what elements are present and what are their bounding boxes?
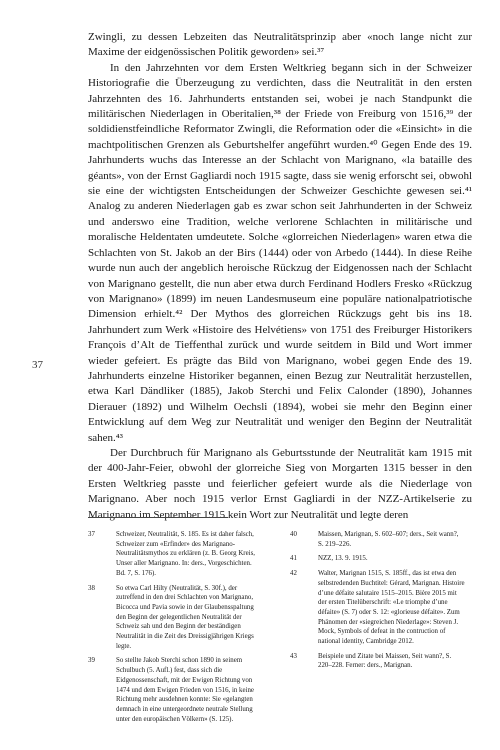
paragraph: Der Durchbruch für Marignano als Geburtsstunde der Neutralität kam 1915 mit der 400-Jahr-Feier, obwohl der glorreiche Sieg von Morgarten 1315 besser in den Ersten Weltkrieg passte und feierlicher gefeiert wurde als die Niederlage von Marignano. Aber noch 1915 verlor Ernst Gagliardi in der NZZ-Artikelserie zu Marignano im September 1915 kein Wort zur Neutralität und legte deren	[88, 446, 472, 521]
footnote-text: So stellte Jakob Sterchi schon 1890 in seinem Schulbuch (5. Aufl.) fest, dass sich die Eidgenossenschaft, mit der Ewigen Richtung von 1474 und dem Ewigen Frieden von 1516, in keine Richtung mehr ausdehnen konnte: Sie «gelangten demnach in eine untergeordnete neutrale Stellung unter den europäischen Völkern» (S. 125).	[116, 657, 254, 723]
footnote-number: 42	[290, 570, 297, 578]
footnote	[290, 554, 465, 564]
footnotes-left-column	[88, 530, 263, 729]
page-number: 37	[32, 359, 43, 371]
footnotes-right-column	[290, 530, 465, 676]
footnote-number: 39	[88, 657, 95, 665]
footnote-divider	[88, 517, 228, 518]
footnote	[88, 584, 263, 652]
body-text	[88, 30, 472, 523]
footnote-number: 43	[290, 652, 297, 660]
paragraph: In den Jahrzehnten vor dem Ersten Weltkrieg begann sich in der Schweizer Historiografie die Überzeugung zu verdichten, dass die Neutralität in den ersten Jahrzehnten des 16. Jahrhunderts entstanden sei, wobei je nach Standpunkt die militärischen Niederlagen in Oberitalien,³⁸ der Friede von Freiburg von 1516,³⁹ der soldidienstfeindliche Reformator Zwingli, die Reformation oder die «Einsicht» in die machtpolitischen Grenzen als Geburtshelfer angeführt wurden.⁴⁰ Gegen Ende des 19. Jahrhunderts wuchs das Interesse an der Schlacht von Marignano, «la bataille des géants», von der Ernst Gagliardi noch 1915 sagte, dass sie wenig erforscht sei, obwohl sie eine der wichtigsten Entscheidungen der Schweizer Geschichte gewesen sei.⁴¹ Analog zu anderen Niederlagen gab es zwar schon seit Jahrhunderten in der Schweiz und anderswo eine Tradition, welche verlorene Schlachten in militärische und moralische Heldentaten umdeutete. Solche «glorreichen Niederlagen» waren etwa die Schlachten von St. Jakob an der Birs (1444) oder von Arbedo (1444). In diese Reihe wurde nun auch der angeblich heroische Rückzug der Eidgenossen nach der Schlacht von Marignano gestellt, die nun aber etwa durch Ferdinand Hodlers Fresko «Rückzug von Marignano» (1899) im neuen Landesmuseum eine populäre nationalpatriotische Dimension erhielt.⁴² Der Mythos des glorreichen Rückzugs geht bis ins 18. Jahrhundert zum Werk «Histoire des Helvétiens» von 1751 des Freiburger Historikers François d’Alt de Tieffenthal zurück und wurde seitdem in Bild und Wort immer wieder gefeiert. Es prägte das Bild von Marignano, wobei gegen Ende des 19. Jahrhunderts einzelne Historiker begannen, einen Bezug zur Neutralität herzustellen, etwa Karl Dändliker (1885), Jakob Sterchi und Felix Calonder (1890), Johannes Dierauer (1892) und Wilhelm Oechsli (1894), wobei sie mehr den Beginn einer Entwicklung auf dem Weg zur Neutralität und weniger den Beginn der Neutralität sahen.⁴³	[88, 61, 472, 444]
footnote-number: 40	[290, 531, 297, 538]
footnote-text: So etwa Carl Hilty (Neutralität, S. 30f.), der zutreffend in den drei Schlachten von Marignano, Bicocca und Pavia sowie in der Glaubensspaltung den Beginn der gelegentlichen Neutralität der Schweiz sah und den Beginn der beständigen Neutralität in die Zeit des Dreissigjährigen Kriegs legte.	[116, 584, 254, 650]
footnote-text: Walter, Marignan 1515, S. 185ff., das ist etwa den selbstredenden Buchtitel: Gérard, Marignan. Histoire d’une défaite salutaire 1515–2015. Bière 2015 mit der ersten Titelüberschrift: «Le triomphe d’une défaite» (S. 7) oder S. 12: «glorieuse défaite». Zum Phänomen der «siegreichen Niederlage»: Steven J. Mock, Symbols of defeat in the contruction of national identity, Cambridge 2012.	[318, 570, 465, 646]
footnote	[88, 656, 263, 724]
footnote	[290, 652, 465, 671]
footnote-number: 38	[88, 584, 95, 592]
paragraph: Zwingli, zu dessen Lebzeiten das Neutralitätsprinzip aber «noch lange nicht zur Maxime der eidgenössischen Politik geworden» sei.³⁷	[88, 31, 472, 59]
footnote	[290, 569, 465, 647]
footnote-text: Schweizer, Neutralität, S. 185. Es ist daher falsch, Schweizer zum «Erfinder» des Marignano-Neutralitätsmythos zu erklären (z. B. Georg Kreis, Unser aller Marignano. In: ders., Vorgeschichten. Bd. 7, S. 176).	[116, 531, 255, 577]
footnote-number: 41	[290, 555, 297, 563]
footnote-text: Beispiele und Zitate bei Maissen, Seit wann?, S. 220–228. Ferner: ders., Marignan.	[318, 652, 452, 670]
footnote-text: Maissen, Marignan, S. 602–607; ders., Seit wann?, S. 219–226.	[318, 531, 459, 548]
footnote-text: NZZ, 13. 9. 1915.	[318, 555, 368, 563]
footnote	[88, 530, 263, 579]
footnote	[290, 530, 465, 549]
footnote-number: 37	[88, 531, 95, 538]
